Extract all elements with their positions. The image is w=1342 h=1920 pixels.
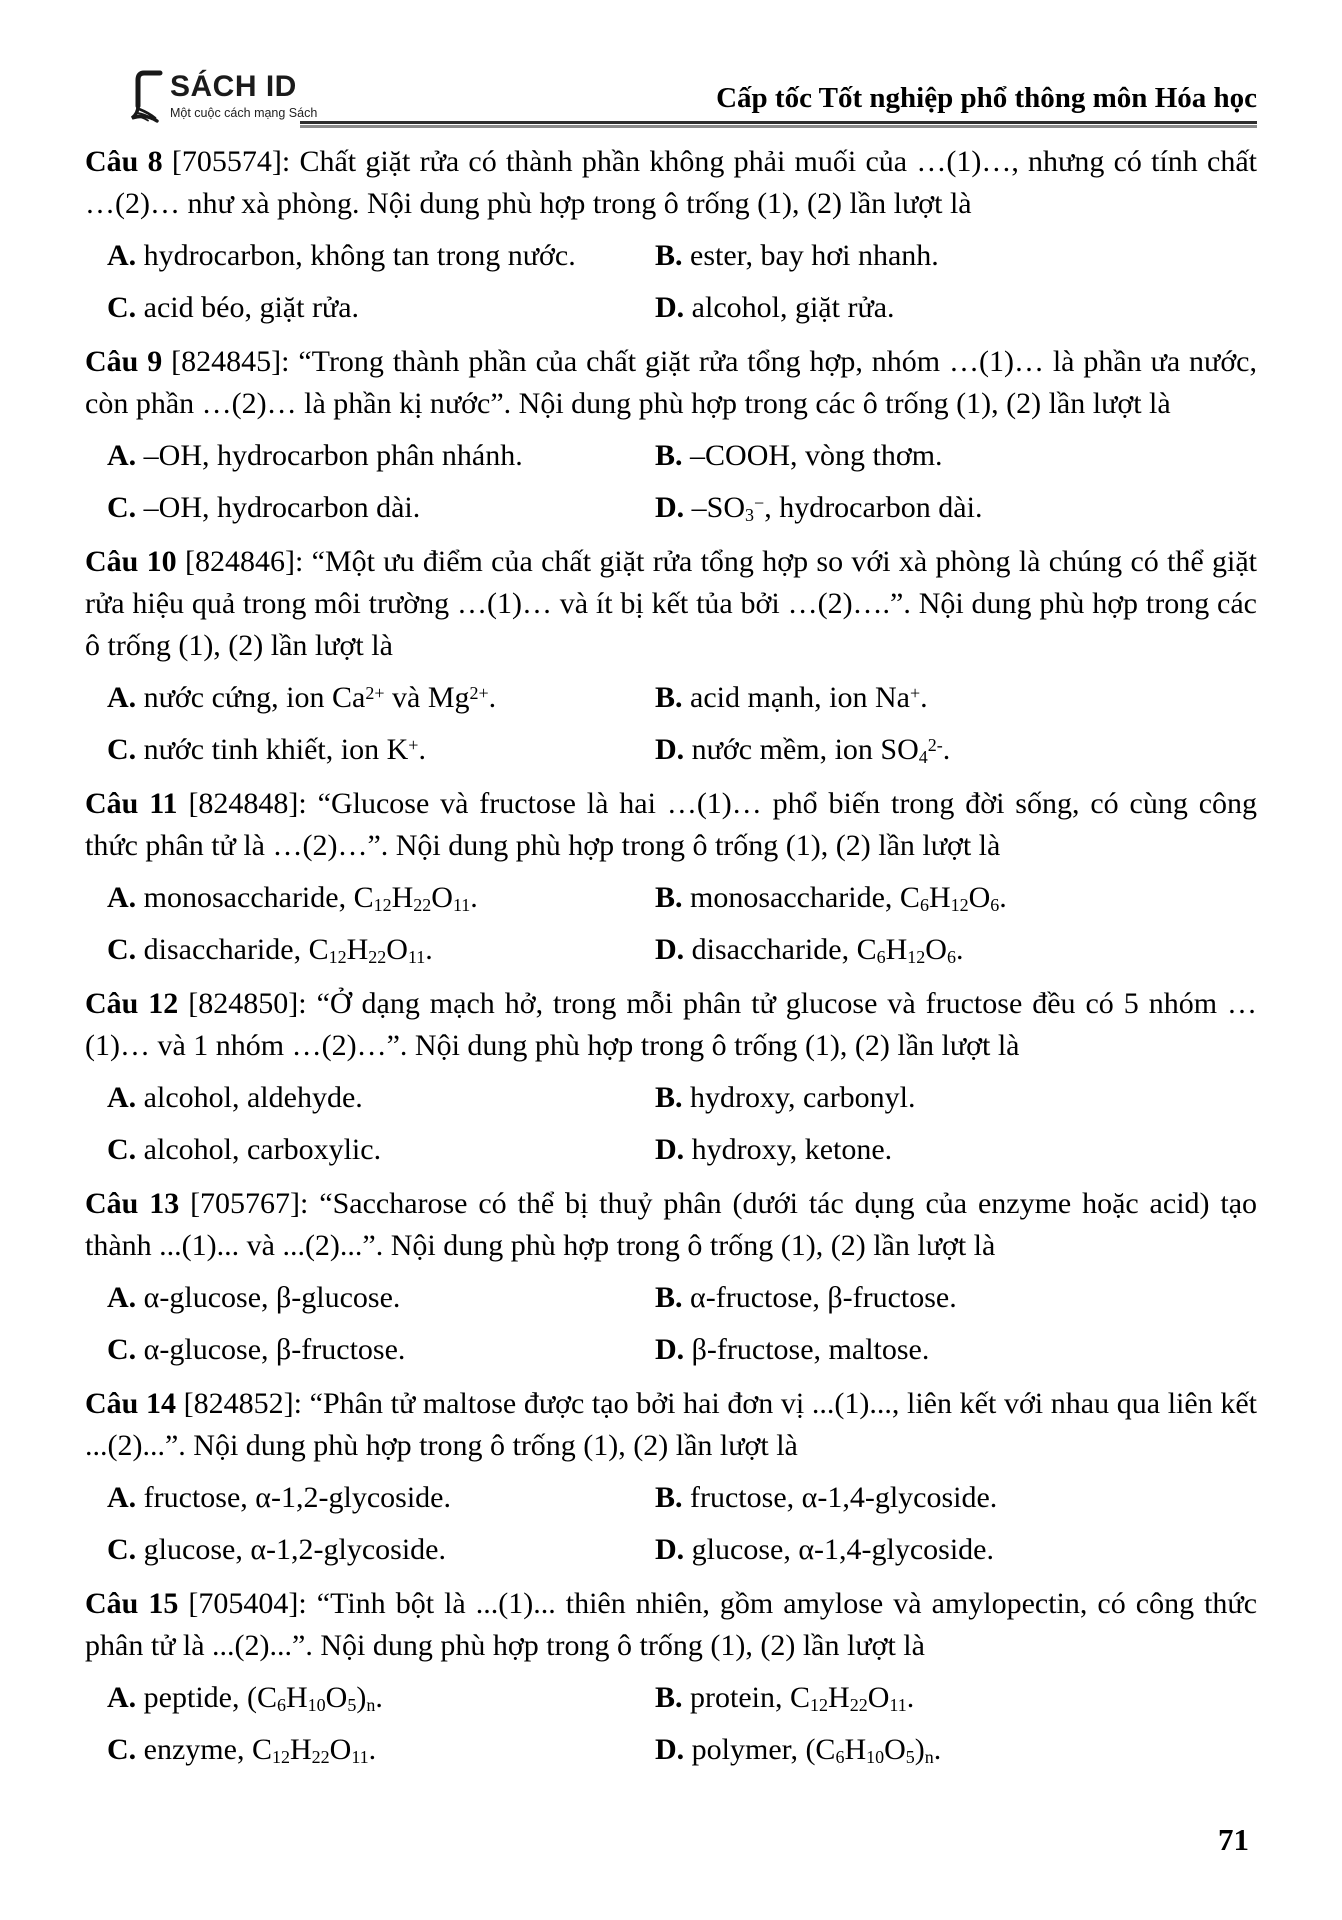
options-grid	[85, 425, 1257, 529]
option-d	[655, 1129, 1257, 1171]
option-a	[107, 1077, 655, 1119]
question-label: Câu 11	[85, 787, 178, 820]
question-label: Câu 15	[85, 1587, 179, 1620]
option-b	[655, 1277, 1257, 1319]
question-block	[85, 141, 1257, 329]
question-list	[0, 141, 1342, 1771]
option-a	[107, 1477, 655, 1519]
question-block	[85, 341, 1257, 529]
option-c-text: glucose, α-1,2-glycoside.	[143, 1533, 446, 1566]
option-a-key: A.	[107, 239, 137, 272]
question-text	[85, 1383, 1257, 1467]
question-body: “Ở dạng mạch hở, trong mỗi phân tử glucose và fructose đều có 5 nhóm …(1)… và 1 nhóm …(2)…”. Nội dung phù hợp trong ô trống (1), (2) lần lượt là	[85, 987, 1258, 1062]
option-b-key: B.	[655, 1681, 683, 1714]
question-label: Câu 13	[85, 1187, 180, 1220]
option-b-text: hydroxy, carbonyl.	[690, 1081, 916, 1114]
option-c	[107, 929, 655, 971]
question-id: [705404]:	[188, 1587, 307, 1620]
option-d-key: D.	[655, 1133, 685, 1166]
option-b-text: –COOH, vòng thơm.	[690, 439, 943, 472]
header-divider	[300, 121, 1257, 128]
option-a-text: fructose, α-1,2-glycoside.	[143, 1481, 451, 1514]
question-text	[85, 783, 1257, 867]
option-d	[655, 1729, 1257, 1771]
option-d-text: nước mềm, ion $SO_4^{2-}$.	[691, 733, 951, 767]
question-id: [824845]:	[171, 345, 290, 378]
option-d-key: D.	[655, 733, 685, 766]
brand-tagline: Một cuộc cách mạng Sách	[170, 106, 318, 120]
question-text	[85, 541, 1257, 667]
question-label: Câu 10	[85, 545, 177, 578]
question-body: “Glucose và fructose là hai …(1)… phổ biến trong đời sống, có cùng công thức phân tử là …(2)…”. Nội dung phù hợp trong ô trống (1), (2) lần lượt là	[85, 787, 1258, 862]
options-grid	[85, 1467, 1257, 1571]
option-d-text: β-fructose, maltose.	[691, 1333, 930, 1366]
option-c-text: acid béo, giặt rửa.	[143, 291, 360, 324]
option-a-text: hydrocarbon, không tan trong nước.	[143, 239, 576, 272]
option-a	[107, 435, 655, 477]
option-c-key: C.	[107, 291, 137, 324]
option-b	[655, 235, 1257, 277]
option-a-key: A.	[107, 1281, 137, 1314]
page-number: 71	[1218, 1822, 1249, 1857]
option-c	[107, 729, 655, 771]
option-c-key: C.	[107, 1533, 137, 1566]
question-body: Chất giặt rửa có thành phần không phải muối của …(1)…, nhưng có tính chất …(2)… như xà phòng. Nội dung phù hợp trong ô trống (1), (2) lần lượt là	[85, 145, 1258, 220]
option-a-key: A.	[107, 681, 137, 714]
page-header	[0, 0, 1342, 129]
option-a	[107, 1677, 655, 1719]
option-c-key: C.	[107, 1333, 137, 1366]
option-a-key: A.	[107, 881, 137, 914]
brand-name: SÁCH ID	[170, 70, 297, 103]
option-c-text: enzyme, $C_{12}H_{22}O_{11}$.	[143, 1733, 377, 1767]
option-c-text: –OH, hydrocarbon dài.	[143, 491, 421, 524]
divider-gray-rule	[300, 125, 1257, 128]
option-b-key: B.	[655, 239, 683, 272]
option-c	[107, 1329, 655, 1371]
option-d-key: D.	[655, 491, 685, 524]
question-block	[85, 541, 1257, 771]
option-a-key: A.	[107, 1481, 137, 1514]
option-b	[655, 677, 1257, 719]
option-b-text: ester, bay hơi nhanh.	[690, 239, 939, 272]
question-text	[85, 141, 1257, 225]
option-a-text: –OH, hydrocarbon phân nhánh.	[143, 439, 523, 472]
question-label: Câu 14	[85, 1387, 177, 1420]
option-c-text: α-glucose, β-fructose.	[143, 1333, 406, 1366]
question-body: “Phân tử maltose được tạo bởi hai đơn vị ...(1)..., liên kết với nhau qua liên kết ...(2)...”. Nội dung phù hợp trong ô trống (1), (2) lần lượt là	[85, 1387, 1258, 1462]
question-id: [824852]:	[183, 1387, 302, 1420]
option-b-key: B.	[655, 439, 683, 472]
divider-dark-rule	[300, 121, 1257, 124]
option-a-key: A.	[107, 1081, 137, 1114]
question-block	[85, 1383, 1257, 1571]
question-text	[85, 1583, 1257, 1667]
option-c	[107, 1129, 655, 1171]
question-block	[85, 1183, 1257, 1371]
options-grid	[85, 1267, 1257, 1371]
options-grid	[85, 225, 1257, 329]
option-d-key: D.	[655, 1533, 685, 1566]
question-block	[85, 1583, 1257, 1771]
option-c	[107, 287, 655, 329]
option-b-text: monosaccharide, $C_6H_{12}O_6$.	[690, 881, 1007, 915]
option-a-text: monosaccharide, $C_{12}H_{22}O_{11}$.	[143, 881, 478, 915]
option-c-key: C.	[107, 1733, 137, 1766]
option-b-key: B.	[655, 1481, 683, 1514]
question-block	[85, 783, 1257, 971]
question-id: [705574]:	[171, 145, 291, 178]
options-grid	[85, 1667, 1257, 1771]
option-b-text: α-fructose, β-fructose.	[690, 1281, 957, 1314]
option-b-key: B.	[655, 881, 683, 914]
question-text	[85, 341, 1257, 425]
options-grid	[85, 867, 1257, 971]
question-label: Câu 12	[85, 987, 179, 1020]
question-body: “Tinh bột là ...(1)... thiên nhiên, gồm amylose và amylopectin, có công thức phân tử là ...(2)...”. Nội dung phù hợp trong ô trống (1), (2) lần lượt là	[85, 1587, 1258, 1662]
option-b	[655, 1077, 1257, 1119]
question-id: [824846]:	[185, 545, 304, 578]
option-c-text: alcohol, carboxylic.	[143, 1133, 382, 1166]
option-d	[655, 1529, 1257, 1571]
question-body: “Trong thành phần của chất giặt rửa tổng hợp, nhóm …(1)… là phần ưa nước, còn phần …(2)… là phần kị nước”. Nội dung phù hợp trong các ô trống (1), (2) lần lượt là	[85, 345, 1257, 420]
options-grid	[85, 667, 1257, 771]
option-b	[655, 1677, 1257, 1719]
option-a-key: A.	[107, 1681, 137, 1714]
option-b	[655, 877, 1257, 919]
option-d-key: D.	[655, 291, 685, 324]
option-d	[655, 287, 1257, 329]
option-a-text: peptide, $(C_6H_{10}O_5)_n$.	[143, 1681, 383, 1715]
option-b	[655, 1477, 1257, 1519]
option-b-key: B.	[655, 1081, 683, 1114]
option-c-text: nước tinh khiết, ion K+.	[143, 733, 426, 766]
option-d-text: disaccharide, $C_6H_{12}O_6$.	[691, 933, 964, 967]
option-c-key: C.	[107, 1133, 137, 1166]
options-grid	[85, 1067, 1257, 1171]
option-a-text: alcohol, aldehyde.	[143, 1081, 363, 1114]
option-c	[107, 487, 655, 529]
option-b-key: B.	[655, 1281, 683, 1314]
question-id: [824848]:	[188, 787, 307, 820]
option-d	[655, 729, 1257, 771]
option-d-text: hydroxy, ketone.	[691, 1133, 893, 1166]
option-a	[107, 1277, 655, 1319]
option-d-text: alcohol, giặt rửa.	[691, 291, 895, 324]
question-label: Câu 9	[85, 345, 163, 378]
option-d-key: D.	[655, 1733, 685, 1766]
question-label: Câu 8	[85, 145, 163, 178]
option-d-key: D.	[655, 1333, 685, 1366]
option-d-key: D.	[655, 933, 685, 966]
question-id: [824850]:	[188, 987, 307, 1020]
open-book-icon	[130, 70, 168, 124]
option-d-text: $-SO_3^-$, hydrocarbon dài.	[691, 491, 983, 525]
option-a	[107, 235, 655, 277]
option-c-key: C.	[107, 933, 137, 966]
option-a-text: α-glucose, β-glucose.	[143, 1281, 401, 1314]
option-a	[107, 677, 655, 719]
question-text	[85, 983, 1257, 1067]
option-c	[107, 1729, 655, 1771]
option-c-key: C.	[107, 733, 137, 766]
option-a-text: nước cứng, ion $Ca^{2+}$ và $Mg^{2+}$.	[143, 681, 497, 714]
option-d-text: glucose, α-1,4-glycoside.	[691, 1533, 994, 1566]
option-a	[107, 877, 655, 919]
option-d	[655, 487, 1257, 529]
option-b-text: fructose, α-1,4-glycoside.	[690, 1481, 998, 1514]
option-b-text: acid mạnh, ion Na+.	[690, 681, 928, 714]
question-text	[85, 1183, 1257, 1267]
option-a-key: A.	[107, 439, 137, 472]
question-body: “Một ưu điểm của chất giặt rửa tổng hợp so với xà phòng là chúng có thể giặt rửa hiệu quả trong môi trường …(1)… và ít bị kết tủa bởi …(2)….”. Nội dung phù hợp trong các ô trống (1), (2) lần lượt là	[85, 545, 1258, 662]
header-title: Cấp tốc Tốt nghiệp phổ thông môn Hóa học	[716, 82, 1257, 114]
question-block	[85, 983, 1257, 1171]
question-body: “Saccharose có thể bị thuỷ phân (dưới tác dụng của enzyme hoặc acid) tạo thành ...(1)... và ...(2)...”. Nội dung phù hợp trong ô trống (1), (2) lần lượt là	[85, 1187, 1258, 1262]
option-c	[107, 1529, 655, 1571]
option-d	[655, 929, 1257, 971]
option-b-text: protein, $C_{12}H_{22}O_{11}$.	[690, 1681, 915, 1715]
option-b-key: B.	[655, 681, 683, 714]
option-c-key: C.	[107, 491, 137, 524]
option-b	[655, 435, 1257, 477]
option-c-text: disaccharide, $C_{12}H_{22}O_{11}$.	[143, 933, 433, 967]
question-id: [705767]:	[190, 1187, 309, 1220]
option-d	[655, 1329, 1257, 1371]
option-d-text: polymer, $(C_6H_{10}O_5)_n$.	[691, 1733, 942, 1767]
